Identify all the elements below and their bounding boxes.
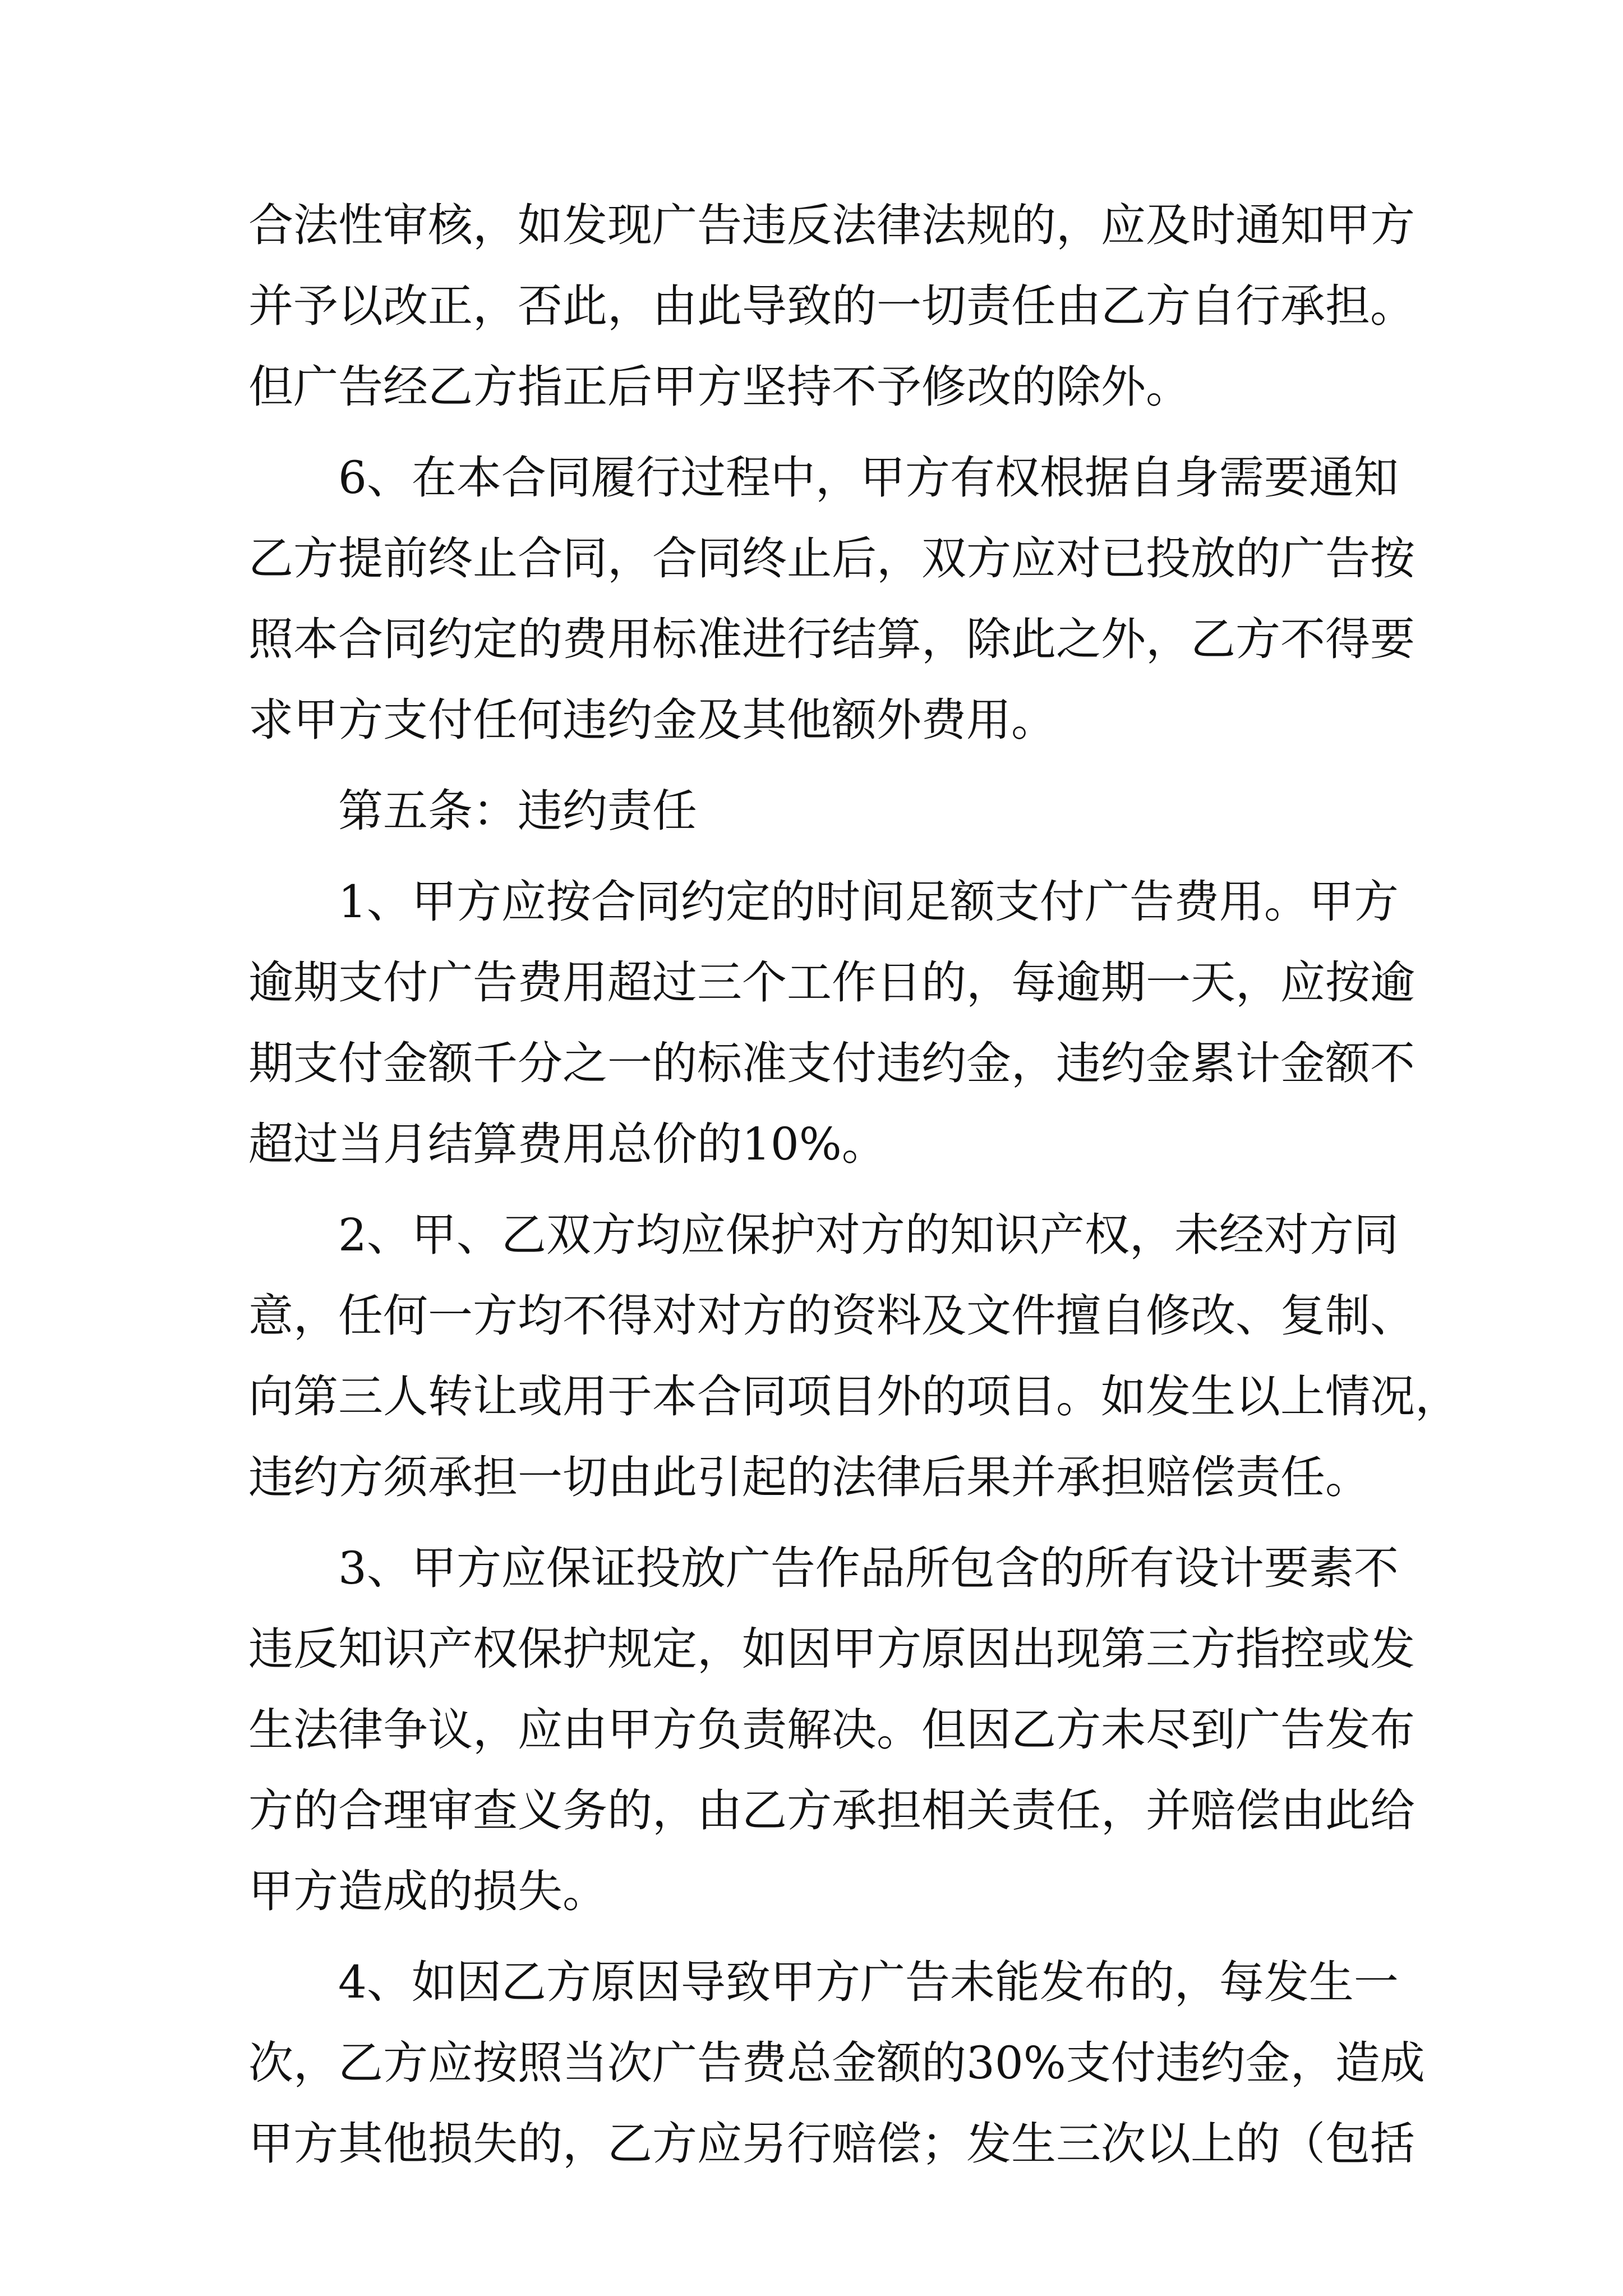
text-line: 甲方造成的损失。 xyxy=(248,1865,607,1917)
text-line: 求甲方支付任何违约金及其他额外费用。 xyxy=(248,694,1056,746)
text-line: 1、甲方应按合同约定的时间足额支付广告费用。甲方 xyxy=(338,876,1399,928)
text-line: 乙方提前终止合同，合同终止后，双方应对已投放的广告按 xyxy=(248,532,1415,585)
section-heading: 第五条：违约责任 xyxy=(338,785,697,837)
text-line: 并予以改正，否此，由此导致的一切责任由乙方自行承担。 xyxy=(248,280,1415,332)
text-line: 6、在本合同履行过程中，甲方有权根据自身需要通知 xyxy=(338,452,1399,504)
text-line: 2、甲、乙双方均应保护对方的知识产权，未经对方同 xyxy=(338,1209,1399,1261)
text-line: 次，乙方应按照当次广告费总金额的30%支付违约金，造成 xyxy=(248,2037,1425,2089)
text-line: 3、甲方应保证投放广告作品所包含的所有设计要素不 xyxy=(338,1542,1399,1594)
text-line: 超过当月结算费用总价的10%。 xyxy=(248,1118,887,1170)
text-line: 方的合理审查义务的，由乙方承担相关责任，并赔偿由此给 xyxy=(248,1784,1415,1837)
text-line: 向第三人转让或用于本合同项目外的项目。如发生以上情况， xyxy=(248,1370,1460,1423)
text-line: 违约方须承担一切由此引起的法律后果并承担赔偿责任。 xyxy=(248,1451,1370,1503)
text-line: 逾期支付广告费用超过三个工作日的，每逾期一天，应按逾 xyxy=(248,956,1415,1009)
text-line: 期支付金额千分之一的标准支付违约金，违约金累计金额不 xyxy=(248,1037,1415,1089)
text-line: 合法性审核，如发现广告违反法律法规的，应及时通知甲方 xyxy=(248,199,1415,251)
text-line: 意，任何一方均不得对对方的资料及文件擅自修改、复制、 xyxy=(248,1290,1415,1342)
text-line: 生法律争议，应由甲方负责解决。但因乙方未尽到广告发布 xyxy=(248,1704,1415,1756)
text-line: 照本合同约定的费用标准进行结算，除此之外，乙方不得要 xyxy=(248,613,1415,665)
document-body xyxy=(248,185,1460,2184)
text-line: 4、如因乙方原因导致甲方广告未能发布的，每发生一 xyxy=(338,1956,1399,2008)
text-line: 甲方其他损失的，乙方应另行赔偿；发生三次以上的（包括 xyxy=(248,2118,1415,2170)
text-line: 违反知识产权保护规定，如因甲方原因出现第三方指控或发 xyxy=(248,1623,1415,1675)
text-line: 但广告经乙方指正后甲方坚持不予修改的除外。 xyxy=(248,361,1191,413)
